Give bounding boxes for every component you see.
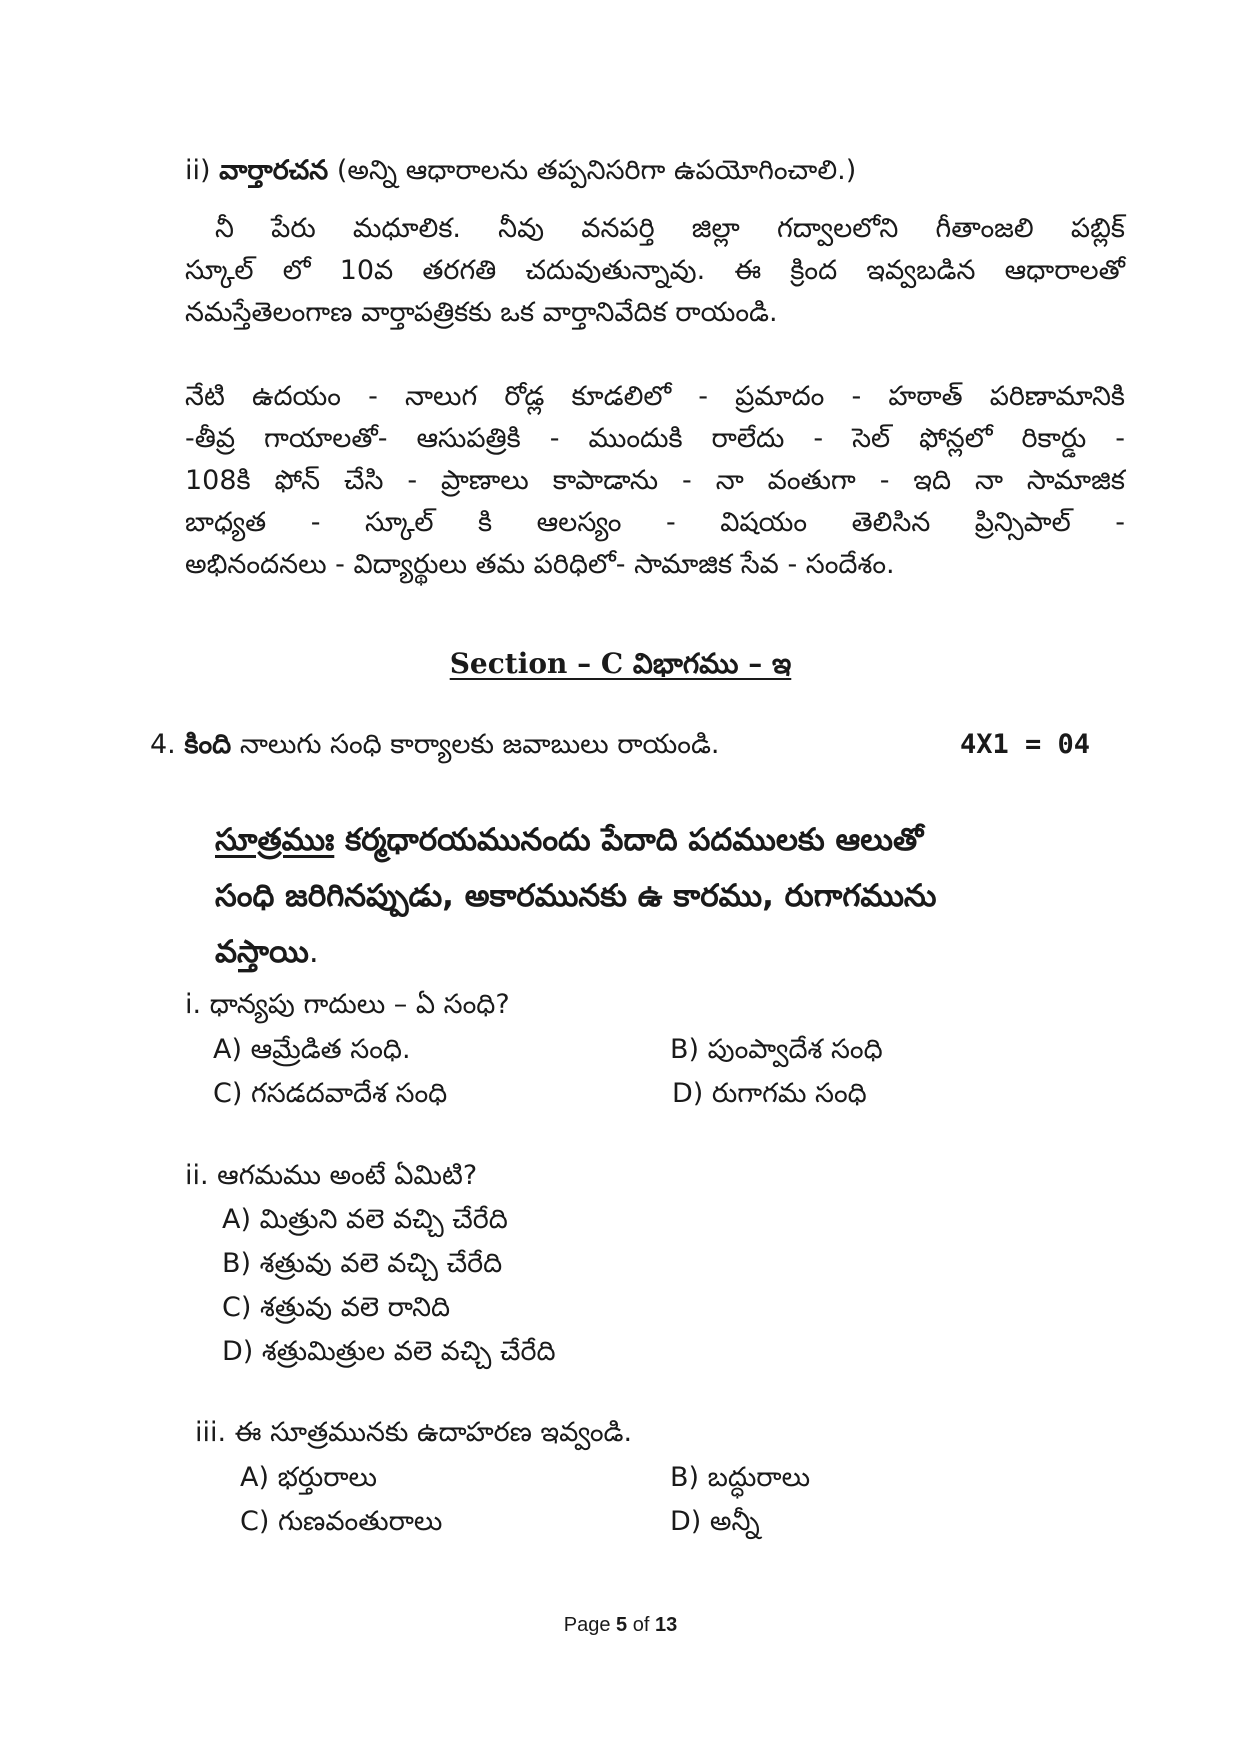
option-a: A) మిత్రుని వలె వచ్చి చేరేది — [222, 1204, 508, 1235]
rule-label: సూత్రము — [215, 822, 335, 858]
page-total: 13 — [654, 1614, 678, 1636]
option-d: D) రుగాగమ సంధి — [672, 1078, 867, 1109]
page-number: 5 — [616, 1614, 628, 1636]
rule-text: వస్తాయి — [215, 934, 309, 970]
page-footer — [0, 1614, 1241, 1637]
prompt-line: స్కూల్ లో 10వ తరగతి చదువుతున్నావు. ఈ క్రింద ఇవ్వబడిన ఆధారాలతో — [185, 255, 1125, 286]
question-number: 4. — [150, 729, 176, 760]
clue-line: నేటి ఉదయం - నాలుగ రోడ్ల కూడలిలో - ప్రమాదం - హఠాత్ పరిణామానికి — [185, 381, 1125, 412]
rule-line: సంధి జరిగినప్పుడు, అకారమునకు ఉ కారము, రుగాగమును — [215, 878, 937, 914]
clue-line: బాధ్యత - స్కూల్ కి ఆలస్యం - విషయం తెలిసిన ప్రిన్సిపాల్ - — [185, 507, 1125, 538]
clue-line: 108కి ఫోన్ చేసి - ప్రాణాలు కాపాడాను - నా వంతుగా - ఇది నా సామాజిక — [185, 465, 1125, 496]
question-marks: 4X1 = 04 — [960, 729, 1091, 760]
clue-line: -తీవ్ర గాయాలతో- ఆసుపత్రికి - ముందుకి రాలేదు - సెల్ ఫోన్లలో రికార్డు - — [185, 423, 1125, 454]
prompt-line: నమస్తేతెలంగాణ వార్తాపత్రికకు ఒక వార్తానివేదిక రాయండి. — [185, 297, 778, 328]
option-c: C) గుణవంతురాలు — [240, 1506, 443, 1537]
option-d: D) అన్నీ — [670, 1506, 760, 1537]
question-lead: కింది — [184, 729, 232, 760]
rule-text: . — [308, 934, 319, 970]
rule-text: కర్మధారయమునందు పేదాది పదములకు ఆలుతో — [345, 822, 924, 858]
option-c: C) శత్రువు వలె రానిది — [222, 1292, 451, 1323]
clues-paragraph — [185, 376, 1125, 586]
sub-question: ii. ఆగమము అంటే ఏమిటి? — [185, 1160, 478, 1191]
option-c: C) గసడదవాదేశ సంధి — [213, 1078, 448, 1109]
item-instruction: (అన్ని ఆధారాలను తప్పనిసరిగా ఉపయోగించాలి.) — [336, 155, 857, 186]
option-a: A) భర్తురాలు — [240, 1462, 377, 1493]
report-writing-heading — [185, 150, 856, 192]
sub-question: i. ధాన్యపు గాదులు – ఏ సంధి? — [185, 989, 510, 1020]
item-number: ii) — [185, 155, 211, 186]
footer-of: of — [632, 1614, 650, 1636]
prompt-line: నీ పేరు మధూలిక. నీవు వనపర్తి జిల్లా గద్వాలలోని గీతాంజలి పబ్లిక్ — [215, 213, 1125, 244]
clue-line: అభినందనలు - విద్యార్థులు తమ పరిధిలో- సామాజిక సేవ - సందేశం. — [185, 549, 895, 580]
option-a: A) ఆమ్రేడిత సంధి. — [213, 1034, 411, 1065]
question-text: నాలుగు సంధి కార్యాలకు జవాబులు రాయండి. — [239, 729, 720, 760]
rule-block — [215, 812, 1115, 980]
section-title: Section – C విభాగము – ఇ — [449, 647, 792, 680]
option-b: B) శత్రువు వలె వచ్చి చేరేది — [222, 1248, 503, 1279]
sub-question: iii. ఈ సూత్రమునకు ఉదాహరణ ఇవ్వండి. — [195, 1417, 633, 1448]
option-b: B) పుంప్వాదేశ సంధి — [670, 1034, 883, 1065]
item-title: వార్తారచన — [219, 155, 329, 186]
rule-line — [215, 924, 1115, 980]
question-4 — [150, 724, 720, 766]
footer-prefix: Page — [563, 1614, 611, 1636]
prompt-paragraph — [185, 208, 1125, 334]
option-d: D) శత్రుమిత్రుల వలె వచ్చి చేరేది — [222, 1336, 556, 1367]
rule-line — [215, 812, 1115, 868]
option-b: B) బద్ధురాలు — [670, 1462, 811, 1493]
